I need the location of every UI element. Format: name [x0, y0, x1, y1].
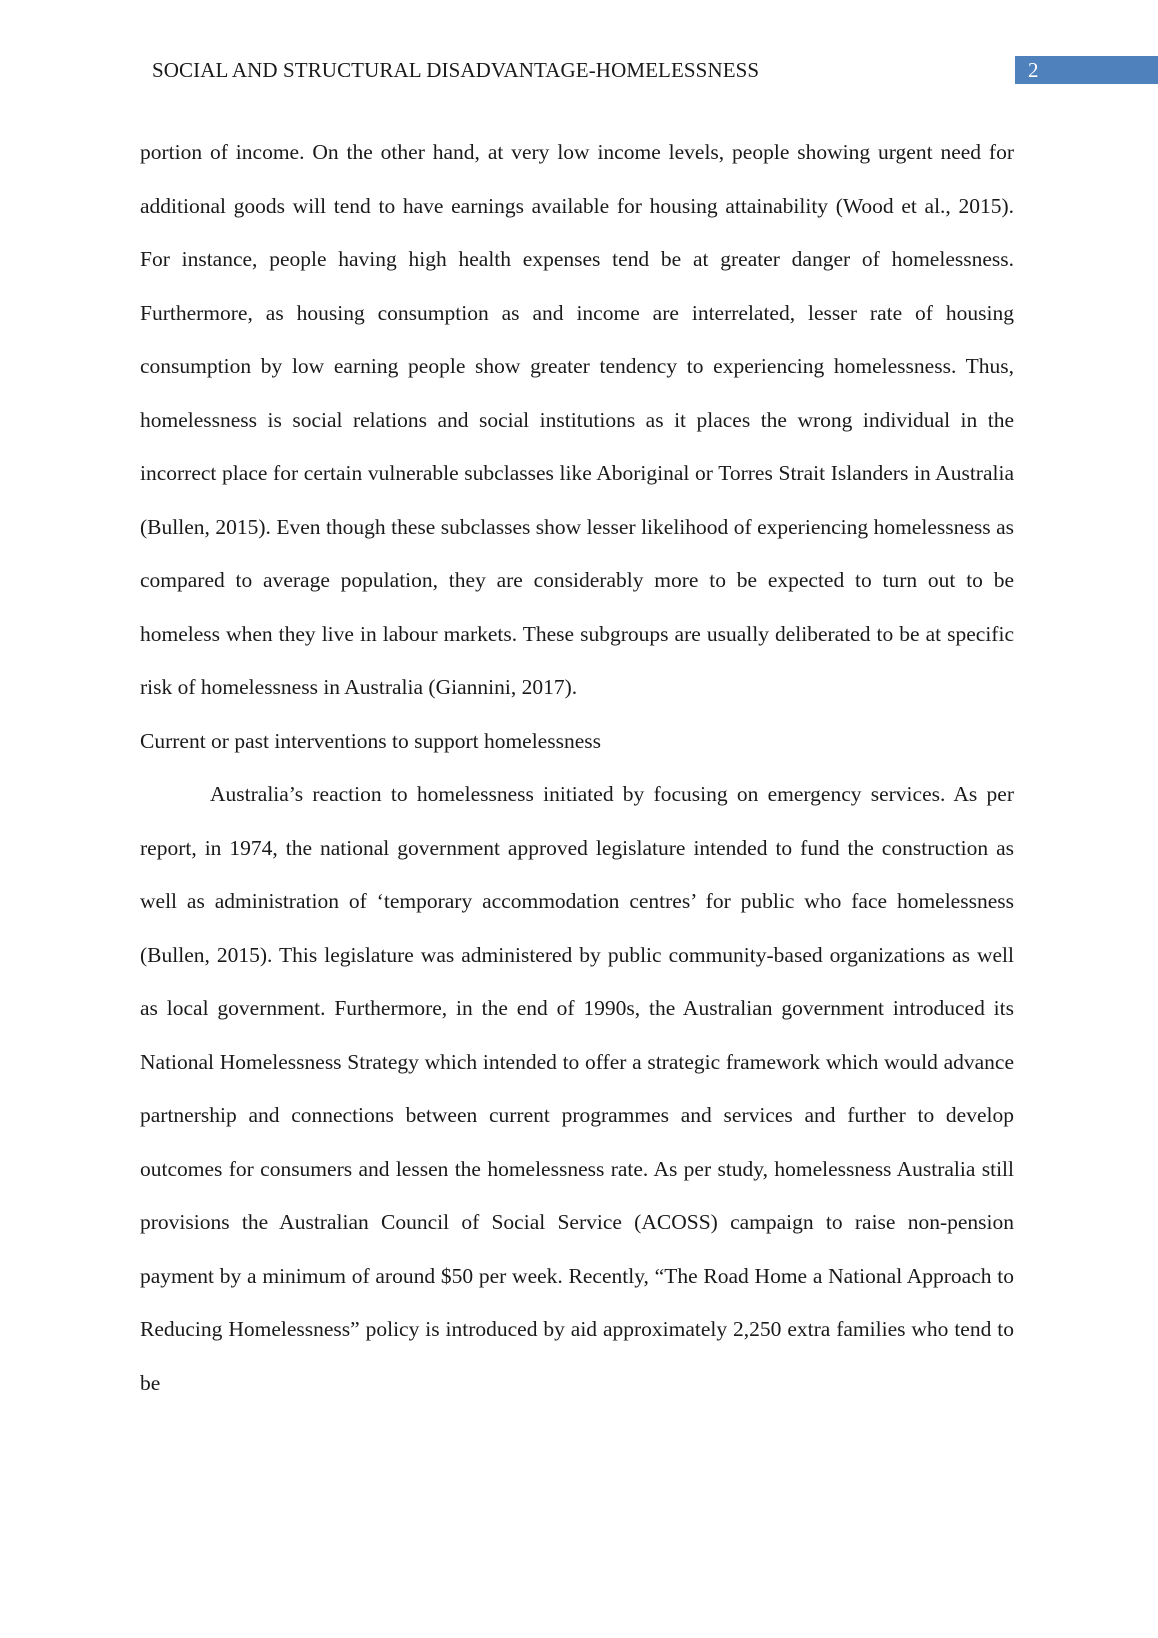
body-paragraph-2: Australia’s reaction to homelessness initiated by focusing on emergency services. As per report, in 1974, the national government approved legislature intended to fund the construction as well as administration of ‘temporary accommodation centres’ for public who face homelessness (Bullen, 2015). This legislature was administered by public community-based organizations as well as local government. Furthermore, in the end of 1990s, the Australian government introduced its National Homelessness Strategy which intended to offer a strategic framework which would advance partnership and connections between current programmes and services and further to develop outcomes for consumers and lessen the homelessness rate. As per study, homelessness Australia still provisions the Australian Council of Social Service (ACOSS) campaign to raise non-pension payment by a minimum of around $50 per week. Recently, “The Road Home a National Approach to Reducing Homelessness” policy is introduced by aid approximately 2,250 extra families who tend to be [140, 782, 1014, 1395]
running-header: SOCIAL AND STRUCTURAL DISADVANTAGE-HOMELESSNESS [152, 58, 760, 82]
document-body [140, 126, 1014, 1410]
page-number: 2 [1015, 56, 1158, 84]
section-heading: Current or past interventions to support homelessness [140, 728, 601, 753]
body-paragraph-1: portion of income. On the other hand, at very low income levels, people showing urgent need for additional goods will tend to have earnings available for housing attainability (Wood et al., 2015). For instance, people having high health expenses tend be at greater danger of homelessness. Furthermore, as housing consumption as and income are interrelated, lesser rate of housing consumption by low earning people show greater tendency to experiencing homelessness. Thus, homelessness is social relations and social institutions as it places the wrong individual in the incorrect place for certain vulnerable subclasses like Aboriginal or Torres Strait Islanders in Australia (Bullen, 2015). Even though these subclasses show lesser likelihood of experiencing homelessness as compared to average population, they are considerably more to be expected to turn out to be homeless when they live in labour markets. These subgroups are usually deliberated to be at specific risk of homelessness in Australia (Giannini, 2017). [140, 140, 1014, 699]
